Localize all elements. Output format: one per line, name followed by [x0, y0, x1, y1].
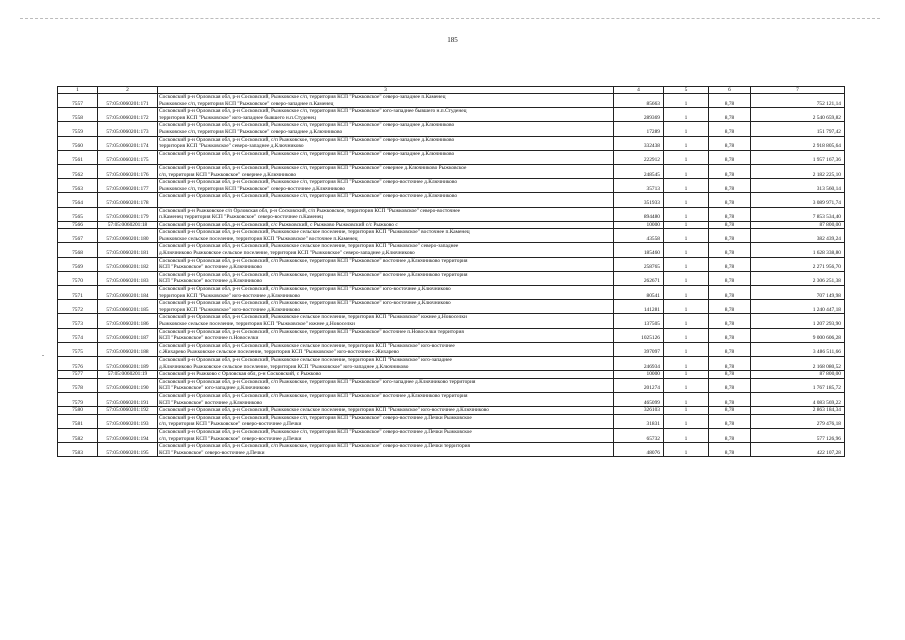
plot-count: 1: [664, 378, 709, 392]
cadastral-value: 2 863 184,34: [751, 407, 845, 415]
description-line: территория КСП "Рыжковское" юго-западнее бывшего н.п.Студенец: [159, 114, 316, 121]
description-line: Сосковский р-н Орловская обл, р-н Сосковский, с/п Рыжковское, территория КСП "Рыжковское" юго-восточнее д.Ключниково: [159, 300, 451, 307]
plot-area: 326103: [614, 407, 664, 415]
table-row: [58, 164, 845, 178]
plot-count: 1: [664, 286, 709, 300]
plot-description: [158, 94, 614, 108]
plot-count: 1: [664, 328, 709, 342]
cadastral-rate: 8,78: [709, 164, 751, 178]
plot-count: 1: [664, 371, 709, 379]
plot-description: [158, 371, 614, 379]
plot-area: 137505: [614, 314, 664, 328]
table-row: [58, 122, 845, 136]
description-line: КСП "Рыжковское" восточнее д.Ключниково: [159, 278, 263, 285]
table-row: [58, 428, 845, 442]
description-line: Рыжковское с/п, территория КСП "Рыжковское" северо-восточнее д.Ключниково: [159, 185, 346, 192]
document-sheet: [57, 86, 844, 457]
table-row: [58, 229, 845, 243]
table-row: [58, 207, 845, 221]
description-line: Сосковский р-н Орловская обл, р-н Сосковский, с/п Рыжковское, территория КСП "Рыжковское" восточнее д.Ключниково территория: [159, 257, 468, 264]
plot-description: [158, 328, 614, 342]
row-number: 7573: [58, 314, 98, 328]
table-row: [58, 193, 845, 207]
plot-count: 1: [664, 271, 709, 285]
plot-count: 1: [664, 150, 709, 164]
cadastral-rate: 8,78: [709, 108, 751, 122]
column-header: 7: [751, 87, 845, 94]
cadastral-rate: 8,78: [709, 122, 751, 136]
description-line: КСП "Рыжковское" восточнее п.Новоселки: [159, 335, 259, 342]
scan-top-edge: [20, 18, 880, 20]
description-line: территория КСП "Рыжковское" юго-восточнее д.Ключниково: [159, 306, 301, 313]
description-line: территория КСП "Рыжковское" северо-западнее д.Ключниково: [159, 143, 304, 150]
description-line: с/п, территория КСП "Рыжковское" северо-восточнее д.Печки: [159, 421, 302, 428]
column-header: 5: [664, 87, 709, 94]
table-row: [58, 300, 845, 314]
description-line: Сосковский р-н Орловская обл, р-н Сосковский, Рыжковское сельское поселение, территория КСП "Рыжковское" юго-западнее: [159, 356, 452, 363]
table-row: [58, 443, 845, 457]
plot-description: [158, 314, 614, 328]
cadastral-value: 1 767 185,72: [751, 378, 845, 392]
row-number: 7574: [58, 328, 98, 342]
cadastral-value: 422 107,28: [751, 443, 845, 457]
plot-description: [158, 428, 614, 442]
cadastral-value: 2 182 225,10: [751, 164, 845, 178]
plot-description: [158, 356, 614, 370]
plot-count: 1: [664, 428, 709, 442]
table-row: [58, 257, 845, 271]
description-line: Сосковский р-н Орловская обл, р-н Сосковский, Рыжковское с/п, территория КСП "Рыжковское" северо-восточнее д.Ключниково: [159, 179, 458, 186]
table-row: [58, 414, 845, 428]
plot-description: [158, 243, 614, 257]
cadastral-number: 57:05:0060201:176: [98, 164, 158, 178]
table-row: [58, 286, 845, 300]
description-line: Сосковский р-н Орловская обл, р-н Сосковский, с/п Рыжковское, территория КСП "Рыжковское" восточнее п.Новоселки территория: [159, 328, 464, 335]
table-row: [58, 378, 845, 392]
description-line: с.Жихарево Рыжковское сельское поселение, территория КСП "Рыжковское" юго-восточнее с.Жихарево: [159, 349, 399, 356]
plot-area: 43558: [614, 229, 664, 243]
plot-area: 1025126: [614, 328, 664, 342]
cadastral-rate: 8,78: [709, 328, 751, 342]
row-number: 7563: [58, 179, 98, 193]
plot-area: 85663: [614, 94, 664, 108]
cadastral-number: 57:05:0060201:184: [98, 286, 158, 300]
row-number: 7570: [58, 271, 98, 285]
plot-area: 80541: [614, 286, 664, 300]
cadastral-value: 2 918 805,64: [751, 136, 845, 150]
description-line: Сосковский р-н Орловская обл, р-н Сосковский, Рыжковское сельское поселение, территория КСП "Рыжковское" юго-восточнее: [159, 342, 455, 349]
table-row: [58, 221, 845, 229]
description-line: Сосковский р-н Орловская обл.,р-н Сосковский, с/с Рыжковский, с Рыжково Рыжковский с/с Рыжково с: [159, 221, 398, 228]
plot-area: 65732: [614, 428, 664, 442]
plot-area: 31831: [614, 414, 664, 428]
cadastral-rate: 8,78: [709, 243, 751, 257]
row-number: 7579: [58, 392, 98, 406]
cadastral-number: 57:05:0060201:183: [98, 271, 158, 285]
cadastral-number: 57:05:0060201:178: [98, 193, 158, 207]
plot-area: 332438: [614, 136, 664, 150]
column-header: 4: [614, 87, 664, 94]
row-number: 7572: [58, 300, 98, 314]
description-line: КСП "Рыжковское" юго-западнее д.Ключниково: [159, 385, 270, 392]
plot-count: 1: [664, 221, 709, 229]
row-number: 7565: [58, 207, 98, 221]
plot-description: [158, 342, 614, 356]
row-number: 7581: [58, 414, 98, 428]
cadastral-rate: 8,78: [709, 443, 751, 457]
plot-count: 1: [664, 443, 709, 457]
column-header: 6: [709, 87, 751, 94]
cadastral-number: 57:05:0060201:186: [98, 314, 158, 328]
plot-description: [158, 150, 614, 164]
cadastral-rate: 8,78: [709, 342, 751, 356]
description-line: [159, 157, 612, 164]
plot-description: [158, 179, 614, 193]
plot-count: 1: [664, 94, 709, 108]
cadastral-value: 279 476,18: [751, 414, 845, 428]
description-line: Сосковский р-н Орловская обл, р-н Сосковский, Рыжковское с/п, территория КСП "Рыжковское" северо-восточнее д.Печки Рыжковское: [159, 414, 472, 421]
cadastral-value: 313 560,14: [751, 179, 845, 193]
cadastral-number: 57:05:0060201:180: [98, 229, 158, 243]
plot-count: 1: [664, 193, 709, 207]
row-number: 7576: [58, 356, 98, 370]
cadastral-rate: 8,78: [709, 207, 751, 221]
description-line: Сосковский р-н Орловская обл, р-н Сосковский, Рыжковское с/п, территория КСП "Рыжковское" северо-западнее д.Ключниково: [159, 122, 455, 129]
cadastral-rate: 8,78: [709, 257, 751, 271]
description-line: Рыжковское сельское поселение, территория КСП "Рыжковское" восточнее п.Каменец: [159, 235, 358, 242]
description-line: Сосковский р-н Орловская обл, р-н Сосковский, Рыжковское с/п, территория КСП "Рыжковское" северо-восточнее д.Ключниково: [159, 193, 458, 200]
row-number: 7567: [58, 229, 98, 243]
margin-mark: -: [42, 353, 44, 359]
cadastral-rate: 8,78: [709, 150, 751, 164]
cadastral-value: 2 168 080,52: [751, 356, 845, 370]
row-number: 7561: [58, 150, 98, 164]
plot-description: [158, 286, 614, 300]
cadastral-value: 2 540 659,82: [751, 108, 845, 122]
description-line: [159, 200, 612, 207]
plot-description: [158, 271, 614, 285]
cadastral-number: 57:05:0060201:182: [98, 257, 158, 271]
plot-area: 246934: [614, 356, 664, 370]
cadastral-rate: 8,78: [709, 300, 751, 314]
description-line: Сосковский р-н Орловская обл, р-н Сосковский, с/п Рыжковское, территория КСП "Рыжковское" северо-западнее д.Ключниково: [159, 136, 455, 143]
description-line: Рыжковское с/п, территория КСП "Рыжковское" северо-западнее д.Ключниково: [159, 128, 343, 135]
cadastral-rate: 8,78: [709, 229, 751, 243]
plot-count: 1: [664, 392, 709, 406]
cadastral-rate: 8,78: [709, 286, 751, 300]
plot-description: [158, 229, 614, 243]
cadastral-number: 57:05:0060201:174: [98, 136, 158, 150]
row-number: 7569: [58, 257, 98, 271]
cadastral-number: 57:05:0060201:19: [98, 371, 158, 379]
cadastral-number: 57:05:0060201:193: [98, 414, 158, 428]
cadastral-rate: 8,78: [709, 221, 751, 229]
row-number: 7557: [58, 94, 98, 108]
plot-count: 1: [664, 257, 709, 271]
row-number: 7582: [58, 428, 98, 442]
cadastral-number: 57:05:0060201:172: [98, 108, 158, 122]
cadastral-rate: 8,78: [709, 94, 751, 108]
row-number: 7578: [58, 378, 98, 392]
cadastral-number: 57:05:0060201:171: [98, 94, 158, 108]
description-line: КСП "Рыжковское" северо-восточнее д.Печки: [159, 449, 265, 456]
plot-description: [158, 221, 614, 229]
row-number: 7571: [58, 286, 98, 300]
row-number: 7566: [58, 221, 98, 229]
cadastral-value: 151 797,42: [751, 122, 845, 136]
plot-count: 1: [664, 207, 709, 221]
column-header: 3: [158, 87, 614, 94]
cadastral-number: 57:05:0060201:188: [98, 342, 158, 356]
cadastral-value: 7 853 534,40: [751, 207, 845, 221]
cadastral-rate: 8,78: [709, 414, 751, 428]
description-line: КСП "Рыжковское" восточнее д.Ключниково: [159, 264, 263, 271]
plot-count: 1: [664, 229, 709, 243]
plot-count: 1: [664, 108, 709, 122]
cadastral-value: 1 207 293,90: [751, 314, 845, 328]
cadastral-value: 3 089 971,74: [751, 193, 845, 207]
cadastral-value: 752 121,14: [751, 94, 845, 108]
table-row: [58, 356, 845, 370]
cadastral-number: 57:05:0060201:179: [98, 207, 158, 221]
row-number: 7558: [58, 108, 98, 122]
cadastral-rate: 8,78: [709, 136, 751, 150]
cadastral-rate: 8,78: [709, 428, 751, 442]
cadastral-number: 57:05:0060201:192: [98, 407, 158, 415]
cadastral-number: 57:05:0060201:191: [98, 392, 158, 406]
plot-description: [158, 257, 614, 271]
description-line: Сосковский р-н Рыжково с Орловская обл, р-н Сосковский, с Рыжково: [159, 371, 322, 378]
plot-area: 351933: [614, 193, 664, 207]
cadastral-number: 57:05:0060201:177: [98, 179, 158, 193]
cadastral-number: 57:05:0060201:175: [98, 150, 158, 164]
plot-area: 222912: [614, 150, 664, 164]
cadastral-value: 9 000 606,28: [751, 328, 845, 342]
plot-area: 10000: [614, 371, 664, 379]
cadastral-number: 57:05:0060201:18: [98, 221, 158, 229]
plot-area: 248545: [614, 164, 664, 178]
cadastral-rate: 8,78: [709, 271, 751, 285]
table-row: [58, 392, 845, 406]
table-row: [58, 150, 845, 164]
plot-count: 1: [664, 407, 709, 415]
plot-description: [158, 193, 614, 207]
table-row: [58, 243, 845, 257]
row-number: 7560: [58, 136, 98, 150]
cadastral-number: 57:05:0060201:194: [98, 428, 158, 442]
plot-description: [158, 392, 614, 406]
cadastral-rate: 8,78: [709, 371, 751, 379]
description-line: Сосковский р-н Орловская обл, р-н Сосковский, с/п Рыжковское, территория КСП "Рыжковское" юго-западнее д.Ключниково территория: [159, 378, 476, 385]
page-number: 185: [447, 36, 458, 44]
table-row: [58, 407, 845, 415]
plot-count: 1: [664, 122, 709, 136]
plot-area: 465099: [614, 392, 664, 406]
row-number: 7568: [58, 243, 98, 257]
cadastral-value: 4 083 569,22: [751, 392, 845, 406]
plot-area: 289369: [614, 108, 664, 122]
description-line: Сосковский р-н Орловская обл, р-н Сосковский, Рыжковское с/п, территория КСП "Рыжковское" северо-восточнее д.Печки Рыжковское: [159, 428, 472, 435]
cadastral-value: 1 240 447,18: [751, 300, 845, 314]
description-line: Сосковский р-н Орловская обл, р-н Сосковский, Рыжковское с/п, территория КСП "Рыжковское" юго-западнее бывшего н.п.Студенец: [159, 108, 467, 115]
row-number: 7564: [58, 193, 98, 207]
plot-description: [158, 300, 614, 314]
row-number: 7580: [58, 407, 98, 415]
cadastral-value: 2 306 251,38: [751, 271, 845, 285]
cadastral-value: 707 149,98: [751, 286, 845, 300]
cadastral-value: 577 126,96: [751, 428, 845, 442]
plot-count: 1: [664, 243, 709, 257]
plot-area: 258765: [614, 257, 664, 271]
header-row: [58, 87, 845, 94]
description-line: КСП "Рыжковское" восточнее д.Ключниково: [159, 399, 263, 406]
row-number: 7562: [58, 164, 98, 178]
table-row: [58, 371, 845, 379]
plot-description: [158, 378, 614, 392]
cadastral-number: 57:05:0060201:195: [98, 443, 158, 457]
plot-count: 1: [664, 164, 709, 178]
description-line: д.Ключниково Рыжковское сельское поселение, территория КСП "Рыжковское" северо-западнее д.Ключниково: [159, 250, 415, 257]
table-row: [58, 342, 845, 356]
cadastral-value: 2 271 956,70: [751, 257, 845, 271]
plot-description: [158, 443, 614, 457]
description-line: Сосковский р-н Орловская обл, р-н Сосковский, Рыжковское сельское поселение, территория КСП "Рыжковское" юго-восточнее д.Ключниково: [159, 407, 489, 414]
description-line: Сосковский р-н Орловская обл, р-н Сосковский, с/п Рыжковское, территория КСП "Рыжковское" северо-восточнее д.Печки территория: [159, 443, 471, 450]
plot-count: 1: [664, 300, 709, 314]
plot-description: [158, 407, 614, 415]
description-line: Сосковский р-н Орловская обл, р-н Сосковский, Рыжковское сельское поселение, территория КСП "Рыжковское" южнее д.Новоселки: [159, 314, 467, 321]
plot-area: 894480: [614, 207, 664, 221]
description-line: Рыжковское сельское поселение, территория КСП "Рыжковское" южнее д.Новоселки: [159, 321, 355, 327]
description-line: Рыжковское с/п, территория КСП "Рыжковское" северо-западнее п.Каменец: [159, 100, 334, 107]
description-line: п.Каменец территория КСП "Рыжковское" северо-восточнее п.Каменец: [159, 214, 324, 221]
table-row: [58, 108, 845, 122]
cadastral-number: 57:05:0060201:185: [98, 300, 158, 314]
description-line: территория КСП "Рыжковское" юго-восточнее д.Ключниково: [159, 292, 301, 299]
plot-count: 1: [664, 314, 709, 328]
table-row: [58, 179, 845, 193]
plot-count: 1: [664, 342, 709, 356]
land-plots-table: [57, 86, 845, 457]
description-line: с/п, территория КСП "Рыжковское" северо-восточнее д.Печки: [159, 435, 302, 442]
cadastral-rate: 8,78: [709, 314, 751, 328]
description-line: д.Ключниково Рыжковское сельское поселение, территория КСП "Рыжковское" юго-западнее д.Ключниково: [159, 363, 409, 370]
cadastral-rate: 8,78: [709, 407, 751, 415]
cadastral-value: 382 439,24: [751, 229, 845, 243]
plot-area: 48076: [614, 443, 664, 457]
plot-area: 141281: [614, 300, 664, 314]
cadastral-number: 57:05:0060201:181: [98, 243, 158, 257]
plot-count: 1: [664, 136, 709, 150]
cadastral-value: 87 800,00: [751, 371, 845, 379]
description-line: Сосковский р-н Орловская обл, р-н Сосковский, с/п Рыжковское, территория КСП "Рыжковское" восточнее д.Ключниково территория: [159, 271, 468, 278]
row-number: 7577: [58, 371, 98, 379]
table-row: [58, 94, 845, 108]
plot-description: [158, 164, 614, 178]
description-line: Сосковский р-н Орловская обл, р-н Сосковский, Рыжковское с/п, территория КСП "Рыжковское" северо-западнее п.Каменец: [159, 94, 446, 100]
row-number: 7559: [58, 122, 98, 136]
plot-description: [158, 136, 614, 150]
cadastral-value: 87 800,00: [751, 221, 845, 229]
row-number: 7583: [58, 443, 98, 457]
description-line: Сосковский р-н Орловская обл, р-н Сосковский, с/п Рыжковское, территория КСП "Рыжковское" восточнее д.Ключниково территория: [159, 392, 468, 399]
plot-count: 1: [664, 179, 709, 193]
plot-area: 10000: [614, 221, 664, 229]
description-line: Сосковский р-н Орловская обл, р-н Сосковский, Рыжковское с/п, территория КСП "Рыжковское" северо-западнее д.Ключниково: [159, 150, 455, 157]
description-line: Сосковский р-н Орловская обл, р-н Сосковский, Рыжковское с/п, территория КСП "Рыжковское" севернее д.Ключниково Рыжковское: [159, 164, 467, 171]
plot-count: 1: [664, 356, 709, 370]
plot-description: [158, 122, 614, 136]
cadastral-number: 57:05:0060201:187: [98, 328, 158, 342]
table-row: [58, 314, 845, 328]
cadastral-value: 1 957 167,36: [751, 150, 845, 164]
cadastral-rate: 8,78: [709, 356, 751, 370]
table-row: [58, 271, 845, 285]
plot-area: 185460: [614, 243, 664, 257]
column-header: 2: [98, 87, 158, 94]
plot-area: 35713: [614, 179, 664, 193]
cadastral-number: 57:05:0060201:189: [98, 356, 158, 370]
plot-count: 1: [664, 414, 709, 428]
plot-description: [158, 207, 614, 221]
plot-area: 17289: [614, 122, 664, 136]
description-line: Сосковский р-н Орловская обл, р-н Сосковский, Рыжковское сельское поселение, территория КСП "Рыжковское" восточнее п.Каменец: [159, 229, 470, 236]
cadastral-value: 3 486 511,66: [751, 342, 845, 356]
row-number: 7575: [58, 342, 98, 356]
cadastral-value: 1 628 338,80: [751, 243, 845, 257]
plot-area: 262671: [614, 271, 664, 285]
cadastral-rate: 8,78: [709, 392, 751, 406]
description-line: Сосковский р-н Орловская обл, р-н Сосковский, Рыжковское сельское поселение, территория КСП "Рыжковское" северо-западнее: [159, 243, 459, 250]
cadastral-rate: 8,78: [709, 378, 751, 392]
table-row: [58, 328, 845, 342]
plot-area: 397097: [614, 342, 664, 356]
plot-description: [158, 108, 614, 122]
description-line: Сосковский р-н Орловская обл, р-н Сосковский, с/п Рыжковское, территория КСП "Рыжковское" юго-восточнее д.Ключниково: [159, 286, 451, 293]
plot-area: 201274: [614, 378, 664, 392]
plot-description: [158, 414, 614, 428]
cadastral-rate: 8,78: [709, 179, 751, 193]
table-row: [58, 136, 845, 150]
cadastral-rate: 8,78: [709, 193, 751, 207]
column-header: 1: [58, 87, 98, 94]
description-line: Сосковский р-н Рыжковское с/п Орловская обл, р-н Сосковский, с/п Рыжковское, территория КСП "Рыжковское" северо-восточнее: [159, 207, 461, 214]
cadastral-number: 57:05:0060201:190: [98, 378, 158, 392]
cadastral-number: 57:05:0060201:173: [98, 122, 158, 136]
description-line: с/п, территория КСП "Рыжковское" севернее д.Ключниково: [159, 171, 297, 178]
